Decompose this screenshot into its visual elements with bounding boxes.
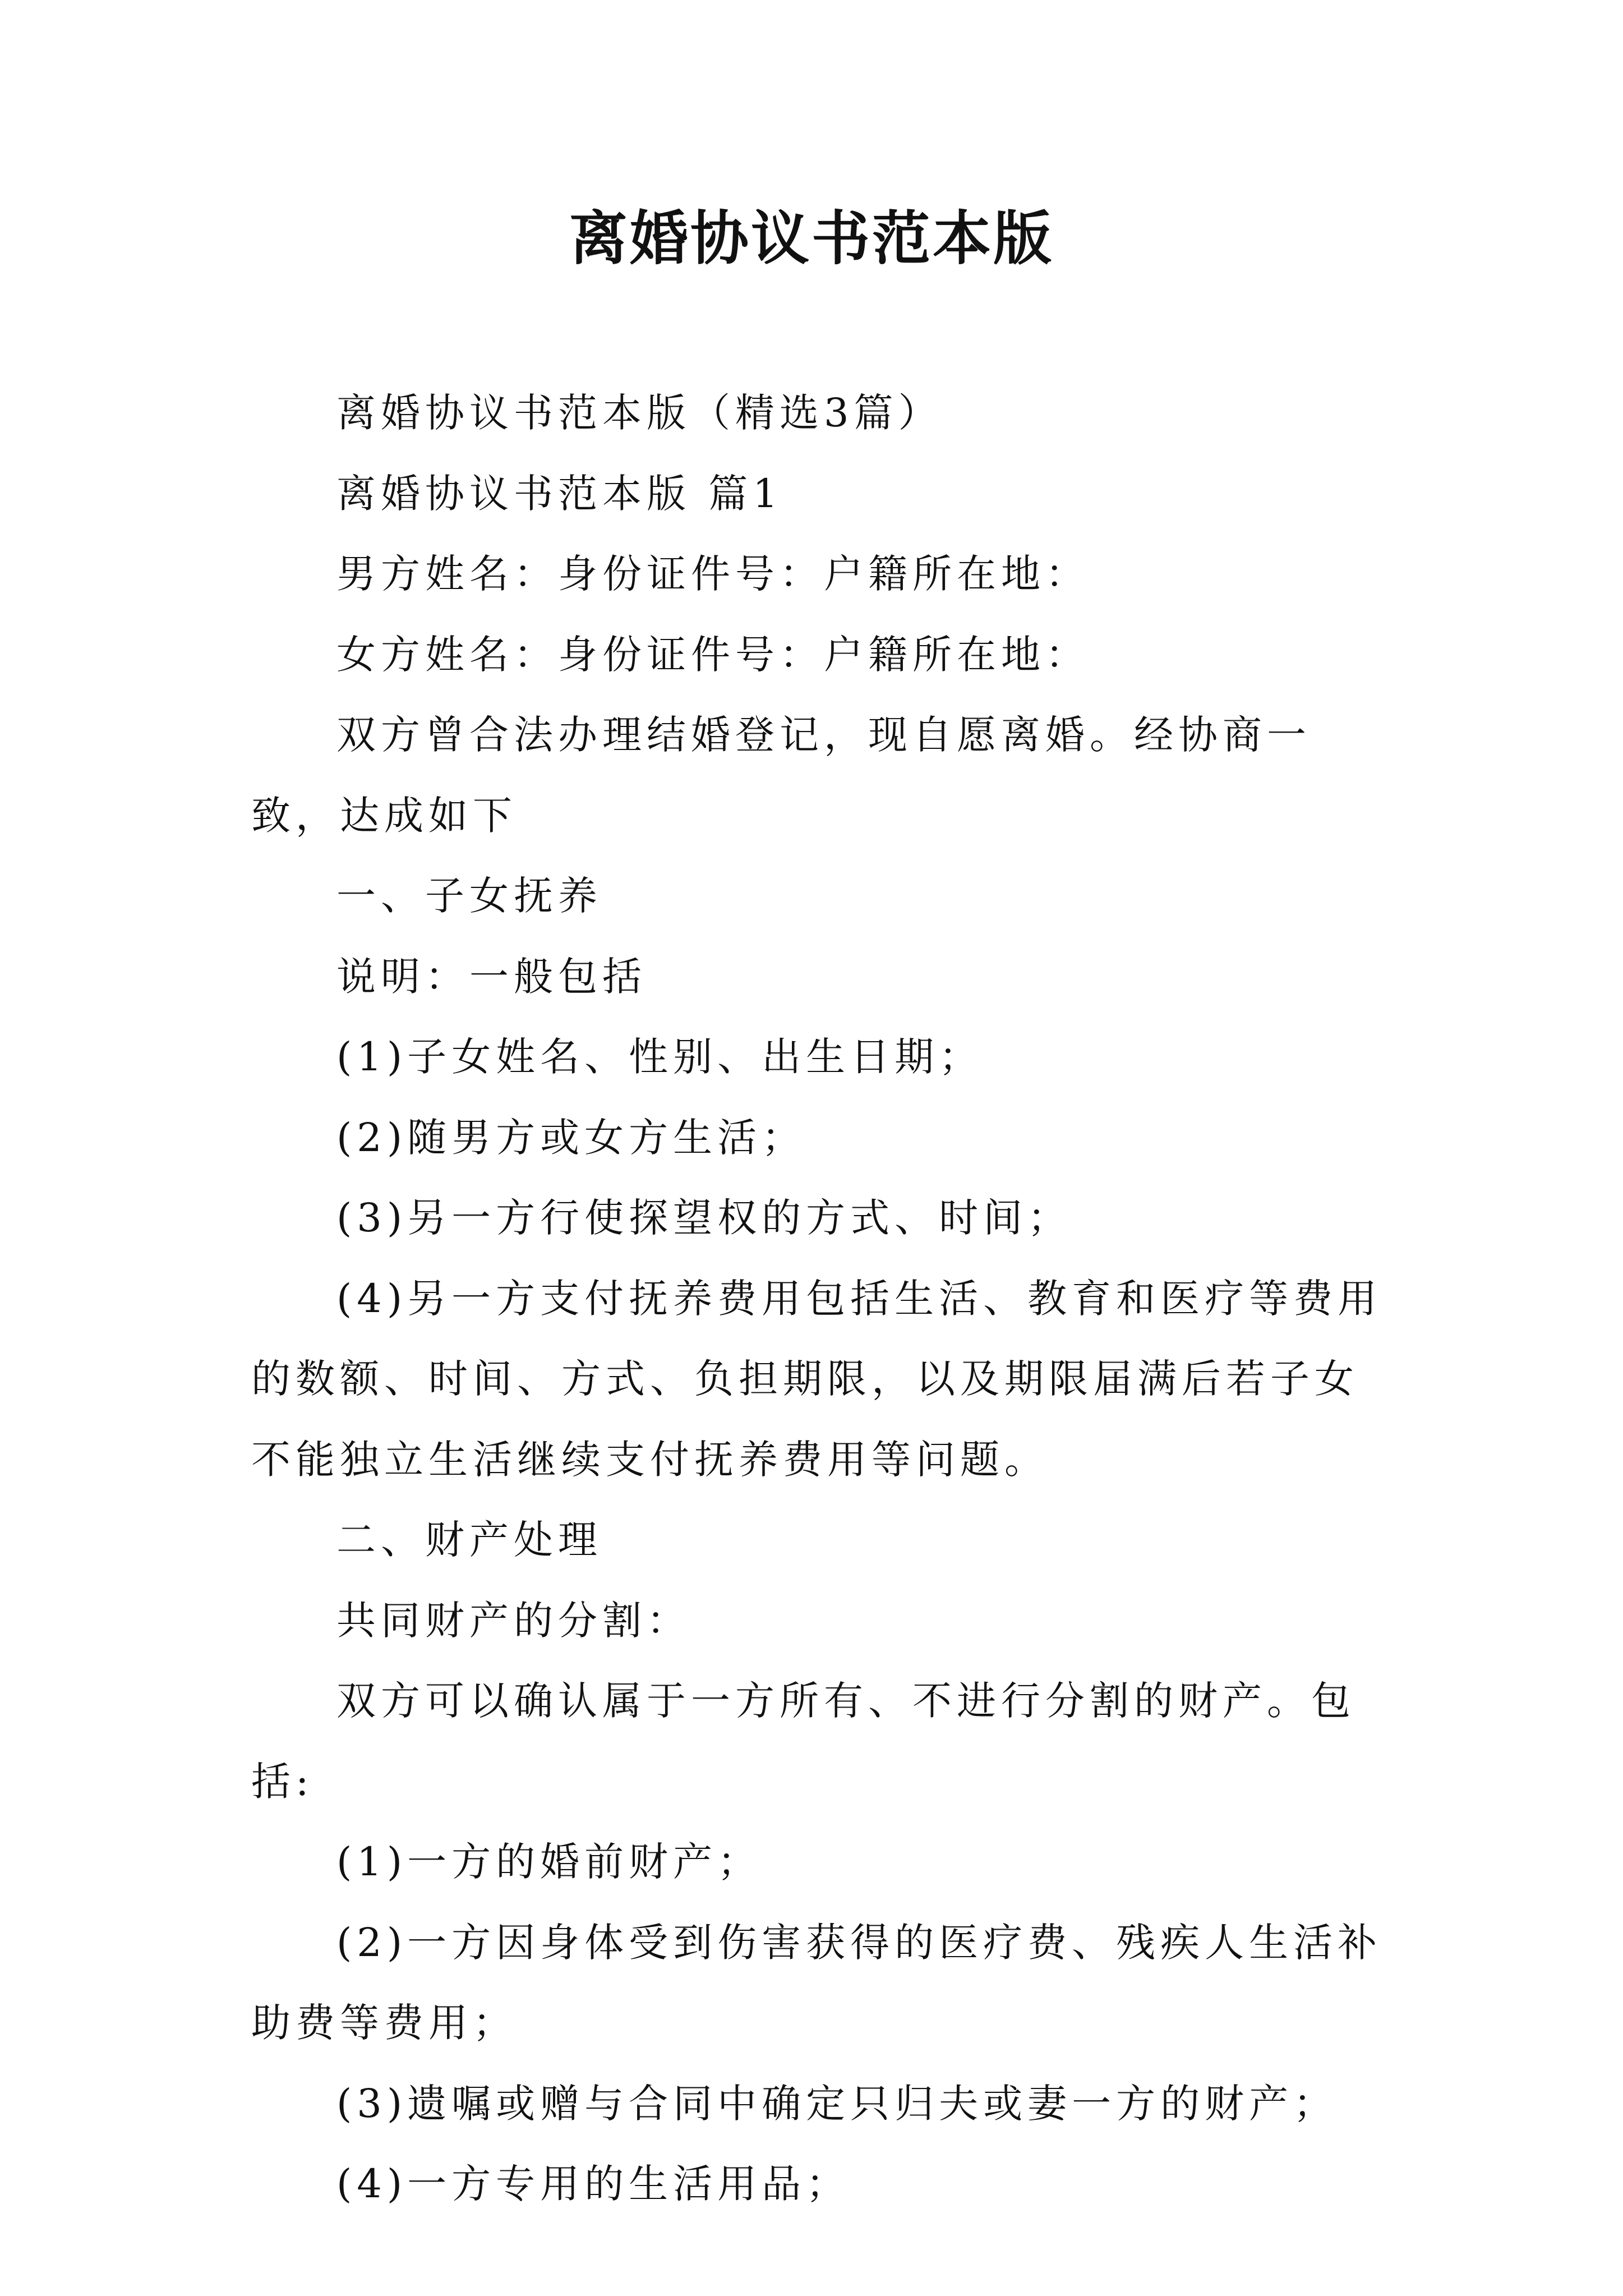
paragraph-item: (1)子女姓名、性别、出生日期；: [336, 1034, 984, 1080]
paragraph-item: (2)一方因身体受到伤害获得的医疗费、残疾人生活补助费等费用；: [251, 1919, 1382, 2046]
paragraph-item: (3)另一方行使探望权的方式、时间；: [336, 1195, 1072, 1241]
paragraph-explanation: 说明：一般包括: [336, 953, 647, 1000]
paragraph-female-info: 女方姓名：身份证件号：户籍所在地：: [336, 631, 1090, 678]
paragraph-subtitle: 离婚协议书范本版（精选3篇）: [336, 390, 943, 436]
paragraph-item: (1)一方的婚前财产；: [336, 1839, 762, 1885]
paragraph-shared-property: 共同财产的分割：: [336, 1597, 691, 1644]
paragraph-property-confirm: 双方可以确认属于一方所有、不进行分割的财产。包括:: [251, 1678, 1355, 1805]
document-title: 离婚协议书范本版: [569, 204, 1054, 273]
paragraph-agreement-intro: 双方曾合法办理结婚登记，现自愿离婚。经协商一致，达成如下: [251, 712, 1311, 839]
document-body: [251, 373, 1384, 2225]
paragraph-heading-property: 二、财产处理: [336, 1517, 602, 1563]
paragraph-item: (3)遗嘱或赠与合同中确定只归夫或妻一方的财产；: [336, 2080, 1338, 2127]
paragraph-item: (2)随男方或女方生活；: [336, 1114, 806, 1161]
paragraph-item: (4)一方专用的生活用品；: [336, 2161, 851, 2207]
paragraph-item: (4)另一方支付抚养费用包括生活、教育和医疗等费用的数额、时间、方式、负担期限，以及期限届满后若子女不能独立生活继续支付抚养费用等问题。: [251, 1275, 1382, 1483]
paragraph-male-info: 男方姓名：身份证件号：户籍所在地：: [336, 551, 1090, 597]
paragraph-section-heading: 离婚协议书范本版 篇1: [336, 470, 783, 517]
paragraph-heading-child-custody: 一、子女抚养: [336, 873, 602, 919]
